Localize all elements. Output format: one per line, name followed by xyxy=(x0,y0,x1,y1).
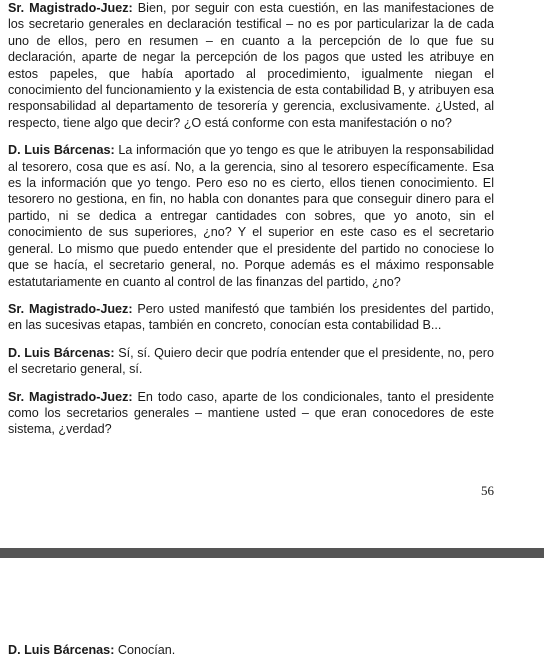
transcript-paragraph xyxy=(8,642,494,658)
speaker-label: Sr. Magistrado-Juez: xyxy=(8,1,133,15)
transcript-paragraph xyxy=(8,389,494,438)
speaker-label: Sr. Magistrado-Juez: xyxy=(8,301,133,316)
next-document-page xyxy=(0,558,544,664)
paragraph-text: La información que yo tengo es que le atribuyen la responsabilidad al tesorero, cosa que es así. No, a la gerencia, sino al tesorero específicamente. Esa es la información que yo tengo. Pero eso no es cierto, ellos tienen conocimiento. El tesorero no gestiona, en fin, no habla con donantes para que conseguir dinero para el partido, ni se dedica a entregar cantidades con sobres, que yo anoto, sin el conocimiento de sus superiores, ¿no? Y el superior en este caso es el secretario general. Lo mismo que puedo entender que el presidente del partido no conociese lo que se hacía, el secretario general, no. Porque además es el máximo responsable estatutariamente en cuanto al control de las finanzas del partido, ¿no? xyxy=(8,143,494,289)
page-separator xyxy=(0,548,544,558)
speaker-label: D. Luis Bárcenas: xyxy=(8,345,115,360)
paragraph-text: Bien, por seguir con esta cuestión, en las manifestaciones de los secretario generales en declaración testifical – no es por particularizar la de cada uno de ellos, pero en resumen – en cuanto a la percepción de lo que fue su declaración, aparte de negar la percepción de los pagos que usted les atribuye en estos papeles, que había aportado al procedimiento, igualmente niegan el conocimiento del funcionamiento y la existencia de esta contabilidad B, y atribuyen esa responsabilidad al departamento de tesorería y gerencia, exclusivamente. ¿Usted, al respecto, tiene algo que decir? ¿O está conforme con esta manifestación o no? xyxy=(8,1,494,130)
transcript-paragraph xyxy=(8,142,494,290)
transcript-paragraph xyxy=(8,345,494,378)
transcript-paragraph xyxy=(8,301,494,334)
transcript-body xyxy=(8,0,494,449)
transcript-paragraph xyxy=(8,0,494,131)
next-transcript-body xyxy=(8,642,494,669)
paragraph-text: Sí, sí. Quiero decir que podría entender que el presidente, no, pero el secretario general, sí. xyxy=(8,345,494,377)
speaker-label: D. Luis Bárcenas: xyxy=(8,643,115,657)
paragraph-text: Pero usted manifestó que también los presidentes del partido, en las sucesivas etapas, también en concreto, conocían esta contabilidad B... xyxy=(8,301,494,333)
paragraph-text: En todo caso, aparte de los condicionales, tanto el presidente como los secretarios generales – mantiene usted – que eran conocedores de este sistema, ¿verdad? xyxy=(8,389,494,437)
speaker-label: Sr. Magistrado-Juez: xyxy=(8,389,133,404)
speaker-label: D. Luis Bárcenas: xyxy=(8,143,115,158)
page-number: 56 xyxy=(481,483,494,498)
paragraph-text: Conocían. xyxy=(114,643,176,657)
